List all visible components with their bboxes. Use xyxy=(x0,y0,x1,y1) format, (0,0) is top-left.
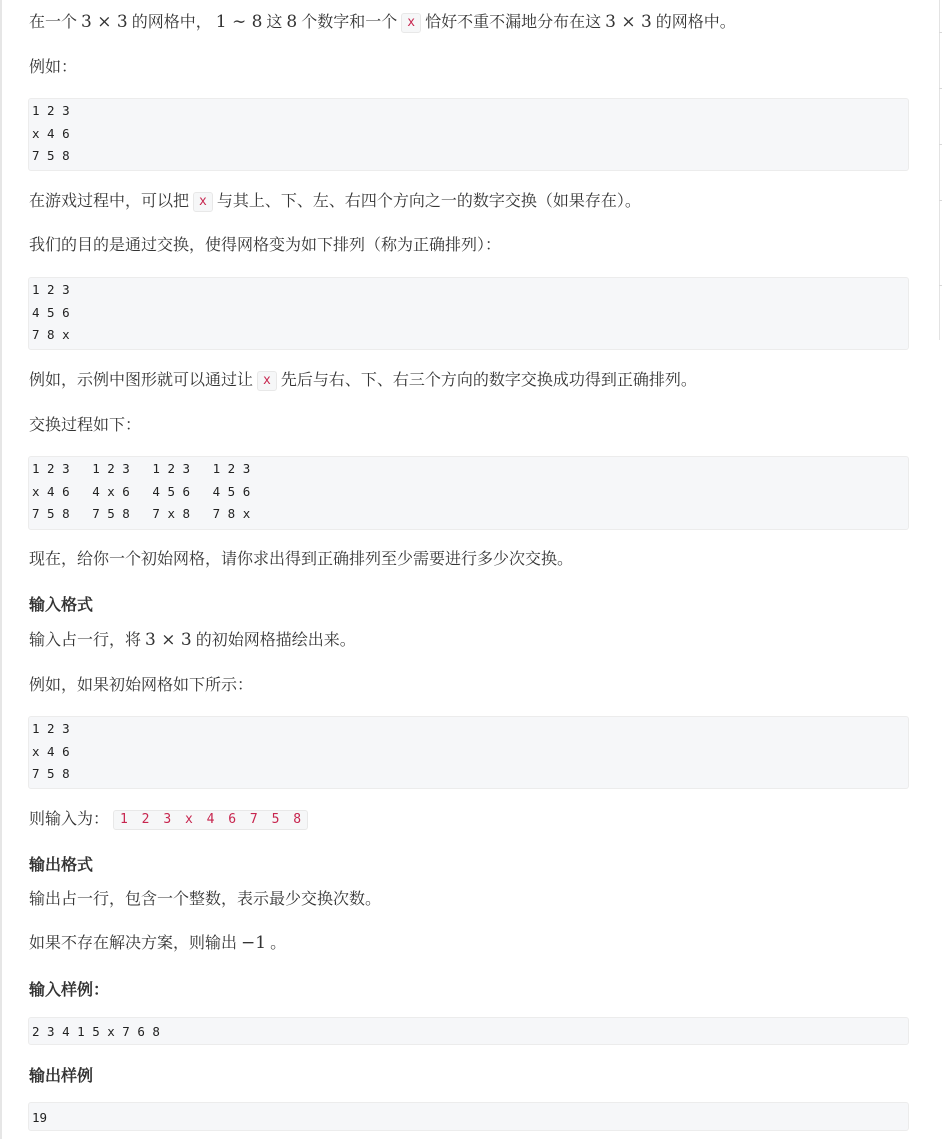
text: 恰好不重不漏地分布在这 xyxy=(425,12,602,31)
code-line: 19 xyxy=(32,1110,48,1125)
code-line: 7 5 8 xyxy=(32,148,70,163)
math-expression: 3 × 3 xyxy=(81,12,128,32)
text: 在游戏过程中，可以把 xyxy=(29,191,190,210)
sample-input-code-block xyxy=(28,1017,909,1045)
scrollbar-track[interactable] xyxy=(939,0,940,340)
code-line: 1 2 3 xyxy=(32,282,70,297)
text: 在一个 xyxy=(29,12,78,31)
code-line: 2 3 4 1 5 x 7 6 8 xyxy=(32,1024,160,1039)
example2-paragraph xyxy=(29,369,697,391)
math-expression: 8 xyxy=(286,12,298,32)
goal-paragraph: 我们的目的是通过交换，使得网格变为如下排列（称为正确排列）： xyxy=(29,235,502,254)
swap-rule-paragraph xyxy=(29,190,641,212)
input-result-line xyxy=(29,808,312,830)
example-label: 例如： xyxy=(29,57,78,76)
input-grid-code-block xyxy=(28,716,909,789)
intro-paragraph xyxy=(29,11,736,33)
code-line: x 4 6 xyxy=(32,125,70,141)
example-grid-code-block xyxy=(28,98,909,171)
text: 如果不存在解决方案，则输出 xyxy=(29,933,238,952)
code-line: x 4 6 4 x 6 4 5 6 4 5 6 xyxy=(32,483,251,499)
text: 先后与右、下、右三个方向的数字交换成功得到正确排列。 xyxy=(280,370,697,389)
math-expression: 3 × 3 xyxy=(605,12,652,32)
text: 例如，示例中图形就可以通过让 xyxy=(29,370,254,389)
code-line: 1 2 3 xyxy=(32,103,70,118)
left-border xyxy=(0,0,2,1139)
code-line: 1 2 3 xyxy=(32,721,70,736)
input-format-heading: 输入格式 xyxy=(29,595,94,614)
code-line: 7 5 8 xyxy=(32,766,70,781)
output-format-heading: 输出格式 xyxy=(29,855,94,874)
math-expression: −1 xyxy=(241,933,267,953)
output-format-line1: 输出占一行，包含一个整数，表示最少交换次数。 xyxy=(29,889,382,908)
math-expression: 3 × 3 xyxy=(145,630,192,650)
process-label: 交换过程如下： xyxy=(29,415,142,434)
text: 的网格中， xyxy=(131,12,212,31)
text: 的初始网格描绘出来。 xyxy=(195,630,356,649)
sample-input-heading: 输入样例： xyxy=(29,980,110,999)
process-code-block xyxy=(28,456,909,530)
code-line: 7 8 x xyxy=(32,327,70,342)
sample-output-heading: 输出样例 xyxy=(29,1066,94,1085)
text: 与其上、下、左、右四个方向之一的数字交换（如果存在）。 xyxy=(216,191,641,210)
math-expression: 1 ∼ 8 xyxy=(215,12,263,32)
text: 则输入为： xyxy=(29,809,110,828)
text: 的网格中。 xyxy=(655,12,736,31)
code-line: 4 5 6 xyxy=(32,304,70,320)
task-paragraph: 现在，给你一个初始网格，请你求出得到正确排列至少需要进行多少次交换。 xyxy=(29,549,574,568)
inline-code: x xyxy=(257,371,277,391)
code-line: x 4 6 xyxy=(32,743,70,759)
text: 这 xyxy=(266,12,283,31)
text: 输入占一行，将 xyxy=(29,630,142,649)
code-line: 7 5 8 7 5 8 7 x 8 7 8 x xyxy=(32,506,251,521)
inline-code: x xyxy=(193,192,213,212)
inline-code: x xyxy=(401,13,421,33)
input-format-line2: 例如，如果初始网格如下所示： xyxy=(29,675,254,694)
text: 。 xyxy=(270,933,287,952)
input-format-line1 xyxy=(29,629,356,651)
output-format-line2 xyxy=(29,932,286,954)
inline-code: 1 2 3 x 4 6 7 5 8 xyxy=(113,810,308,830)
goal-grid-code-block xyxy=(28,277,909,350)
text: 个数字和一个 xyxy=(301,12,398,31)
sample-output-code-block xyxy=(28,1102,909,1131)
code-line: 1 2 3 1 2 3 1 2 3 1 2 3 xyxy=(32,461,251,476)
